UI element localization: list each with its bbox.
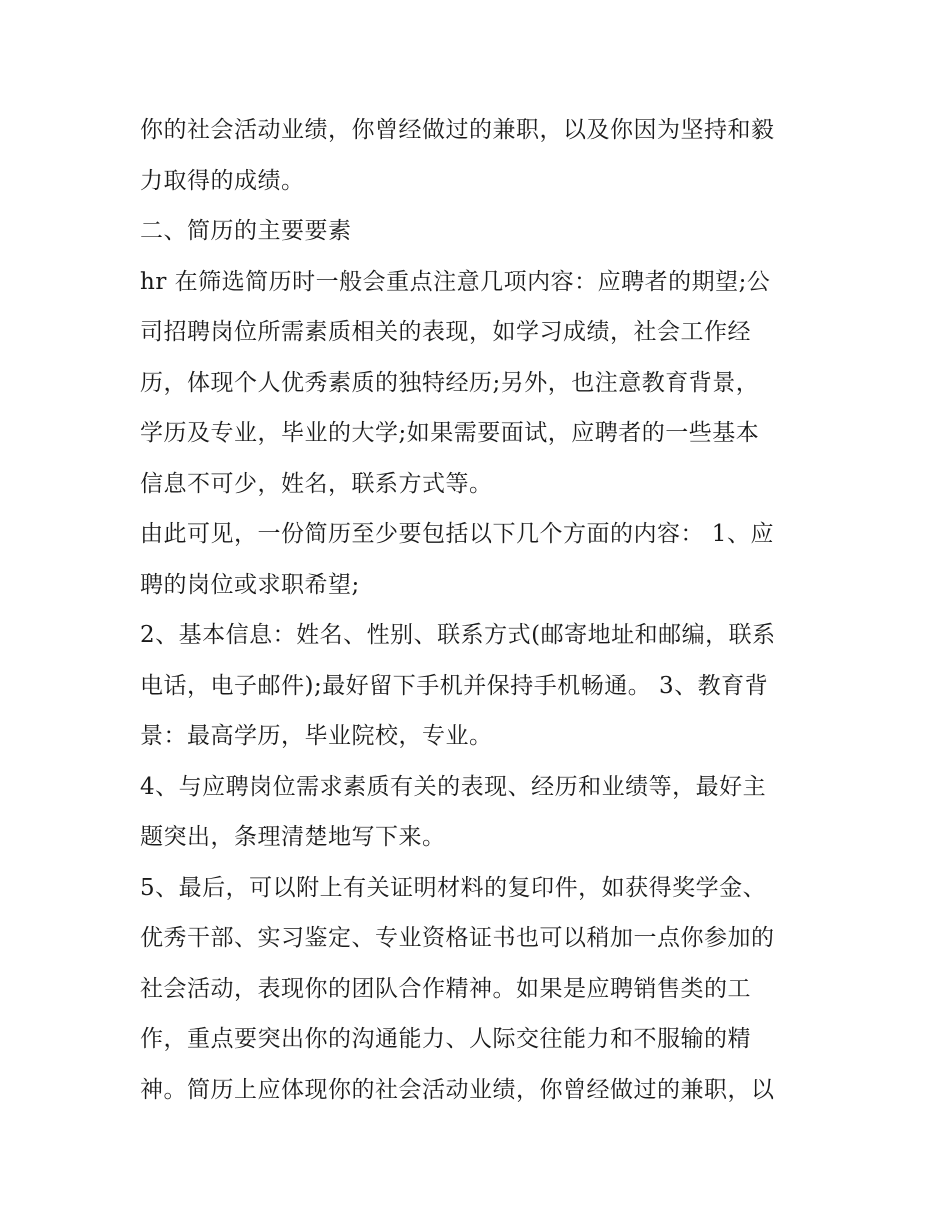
text-line: 2、基本信息：姓名、性别、联系方式(邮寄地址和邮编，联系 [140,622,776,648]
text-line: 二、简历的主要要素 [140,218,352,244]
text-line: 学历及专业，毕业的大学;如果需要面试，应聘者的一些基本 [140,420,760,446]
text-line: 力取得的成绩。 [140,167,305,194]
text-line: 题突出，条理清楚地写下来。 [140,824,446,850]
text-line: 5、最后，可以附上有关证明材料的复印件，如获得奖学金、 [140,874,767,901]
text-line: 历，体现个人优秀素质的独特经历;另外，也注意教育背景， [140,369,760,396]
text-line: 你的社会活动业绩，你曾经做过的兼职，以及你因为坚持和毅 [140,117,775,143]
text-line: hr 在筛选简历时一般会重点注意几项内容：应聘者的期望;公 [140,268,771,295]
paragraph-item-4 [140,762,820,863]
paragraph-hr-screening [140,257,820,510]
text-line: 社会活动，表现你的团队合作精神。如果是应聘销售类的工 [140,975,751,1002]
paragraph-item-2-3 [140,610,820,762]
text-line: 作，重点要突出你的沟通能力、人际交往能力和不服输的精 [140,1026,751,1052]
text-line: 司招聘岗位所需素质相关的表现，如学习成绩，社会工作经 [140,319,751,345]
text-line: 景：最高学历，毕业院校，专业。 [140,723,493,749]
text-line: 4、与应聘岗位需求素质有关的表现、经历和业绩等，最好主 [140,773,767,800]
text-line: 信息不可少，姓名，联系方式等。 [140,470,493,497]
paragraph-item-5 [140,863,820,1116]
section-heading [140,206,820,257]
paragraph-item-1 [140,509,820,610]
document-body [140,105,820,1115]
paragraph-achievements [140,105,820,206]
text-line: 优秀干部、实习鉴定、专业资格证书也可以稍加一点你参加的 [140,925,775,951]
text-line: 由此可见，一份简历至少要包括以下几个方面的内容： 1、应 [140,521,774,547]
text-line: 电话，电子邮件);最好留下手机并保持手机畅通。 3、教育背 [140,672,769,699]
text-line: 神。简历上应体现你的社会活动业绩，你曾经做过的兼职，以 [140,1076,775,1103]
text-line: 聘的岗位或求职希望; [140,571,360,598]
